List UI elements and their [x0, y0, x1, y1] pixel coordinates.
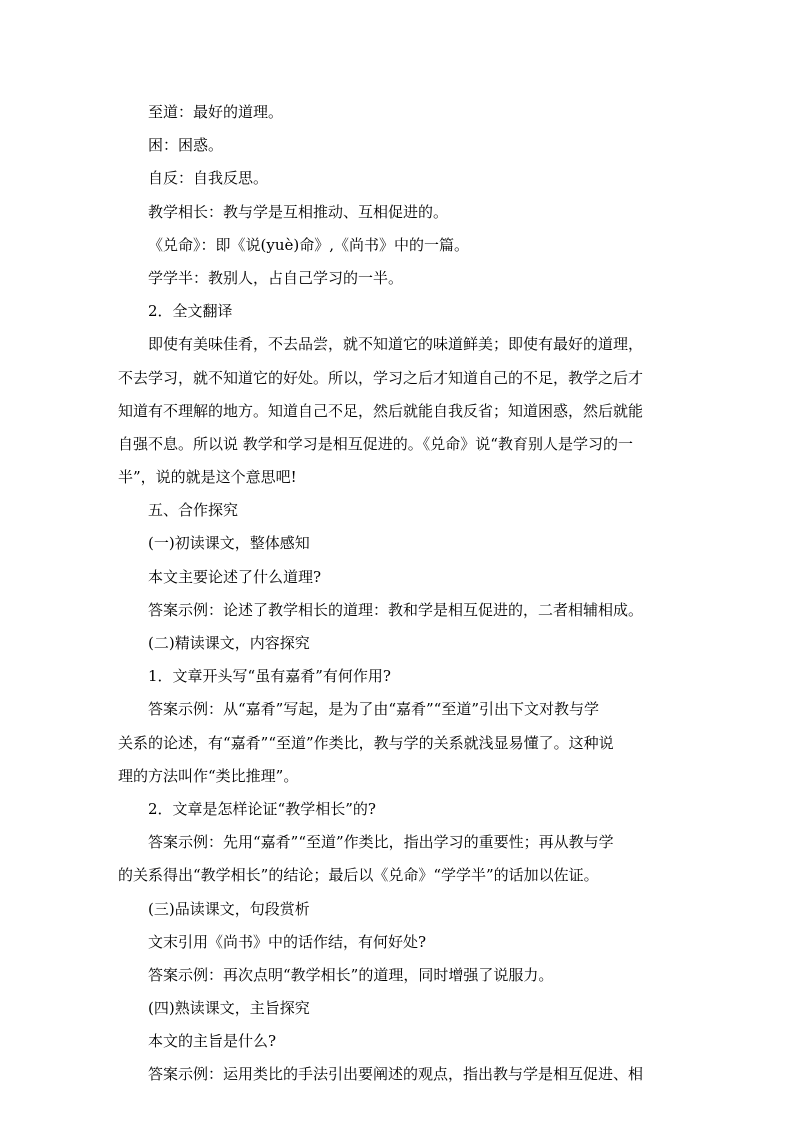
text-line: 关系的论述，有“嘉肴”“至道”作类比，教与学的关系就浅显易懂了。这种说	[118, 733, 614, 752]
text-line: 自反：自我反思。	[148, 169, 269, 188]
text-line: 困：困惑。	[148, 136, 224, 155]
text-line: 答案示例：从“嘉肴”写起，是为了由“嘉肴”“至道”引出下文对教与学	[148, 700, 600, 719]
question-text: 2．文章是怎样论证“教学相长”的?	[148, 799, 376, 818]
text-line: 不去学习，就不知道它的好处。所以，学习之后才知道自己的不足，教学之后才	[118, 368, 644, 387]
section-heading: 2．全文翻译	[148, 302, 233, 321]
text-line: 知道有不理解的地方。知道自己不足，然后就能自我反省；知道困惑，然后就能	[118, 401, 644, 420]
text-line: 《兑命》：即《说(yuè)命》,《尚书》中的一篇。	[148, 235, 469, 254]
translation-paragraph	[118, 328, 680, 494]
answer-paragraph	[118, 826, 680, 892]
question-text: 1．文章开头写“虽有嘉肴”有何作用?	[148, 667, 391, 686]
answer-text: 答案示例：运用类比的手法引出要阐述的观点，指出教与学是相互促进、相	[148, 1065, 644, 1084]
question-text: 本文的主旨是什么?	[148, 1032, 277, 1051]
question-text: 文末引用《尚书》中的话作结，有何好处?	[148, 932, 427, 951]
question-text: 本文主要论述了什么道理?	[148, 567, 322, 586]
subsection-heading: (二)精读课文，内容探究	[148, 634, 310, 652]
text-line: 教学相长：教与学是互相推动、互相促进的。	[148, 202, 449, 221]
subsection-heading: (四)熟读课文，主旨探究	[148, 999, 310, 1018]
answer-paragraph	[118, 693, 680, 793]
answer-text: 答案示例：再次点明“教学相长”的道理，同时增强了说服力。	[148, 965, 554, 984]
subsection-heading: (一)初读课文，整体感知	[148, 534, 310, 553]
subsection-heading: (三)品读课文，句段赏析	[148, 899, 310, 918]
text-line: 理的方法叫作“类比推理”。	[118, 766, 299, 785]
text-line: 即使有美味佳肴，不去品尝，就不知道它的味道鲜美；即使有最好的道理，	[148, 335, 644, 354]
document-body	[118, 96, 680, 1092]
text-line: 至道：最好的道理。	[148, 103, 284, 121]
text-line: 半”，说的就是这个意思吧!	[118, 468, 297, 487]
section-heading: 五、合作探究	[148, 501, 239, 520]
text-line: 学学半：教别人，占自己学习的一半。	[148, 268, 404, 287]
text-line: 自强不息。所以说 教学和学习是相互促进的。《兑命》说“教育别人是学习的一	[118, 434, 633, 453]
text-line: 的关系得出“教学相长”的结论；最后以《兑命》“学学半”的话加以佐证。	[118, 866, 599, 885]
answer-text: 答案示例：论述了教学相长的道理：教和学是相互促进的，二者相辅相成。	[148, 600, 644, 619]
text-line: 答案示例：先用“嘉肴”“至道”作类比，指出学习的重要性；再从教与学	[148, 833, 614, 852]
